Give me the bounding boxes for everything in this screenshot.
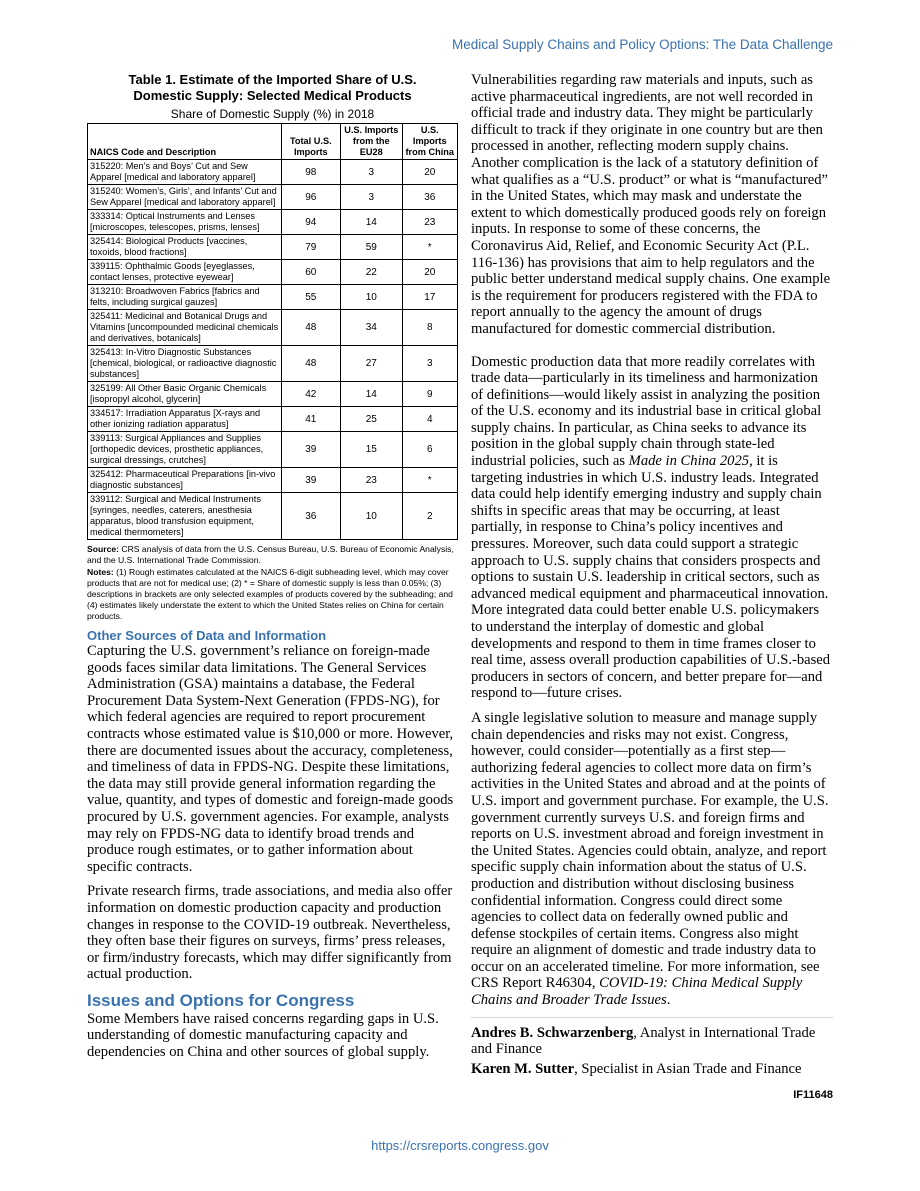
author2-name: Karen M. Sutter bbox=[471, 1060, 575, 1077]
paragraph-private-research: Private research firms, trade associations, and media also offer information on domestic production capacity and production changes in response to the COVID-19 outbreak. Nevertheless, they often base their figures on surveys, firms’ press releases, or firm/industry forecasts, which may differ significantly from actual production. bbox=[87, 883, 453, 983]
cell-eu28-imports: 22 bbox=[341, 260, 402, 285]
author1-name: Andres B. Schwarzenberg bbox=[471, 1024, 634, 1041]
table-title-line2: Domestic Supply: Selected Medical Products bbox=[133, 88, 412, 103]
cell-eu28-imports: 59 bbox=[341, 235, 402, 260]
column-header-eu28: U.S. Imports from the EU28 bbox=[341, 124, 402, 160]
cell-total-imports: 96 bbox=[281, 185, 340, 210]
cell-naics-description: 325414: Biological Products [vaccines, toxoids, blood fractions] bbox=[88, 235, 282, 260]
cell-eu28-imports: 25 bbox=[341, 407, 402, 432]
table-row bbox=[88, 260, 458, 285]
cell-eu28-imports: 15 bbox=[341, 432, 402, 468]
heading-other-sources: Other Sources of Data and Information bbox=[87, 628, 327, 643]
paragraph-legislative-solution bbox=[471, 710, 833, 1009]
author-schwarzenberg bbox=[471, 1025, 833, 1058]
cell-total-imports: 60 bbox=[281, 260, 340, 285]
paragraph-members-concerns: Some Members have raised concerns regarding gaps in U.S. understanding of domestic manufacturing capacity and dependencies on China and other sources of global supply. bbox=[87, 1010, 439, 1061]
cell-china-imports: 9 bbox=[402, 382, 457, 407]
cell-naics-description: 325411: Medicinal and Botanical Drugs and Vitamins [uncompounded medicinal chemicals and derivatives, botanicals] bbox=[88, 310, 282, 346]
cell-eu28-imports: 10 bbox=[341, 285, 402, 310]
table-row bbox=[88, 235, 458, 260]
cell-total-imports: 41 bbox=[281, 407, 340, 432]
cell-eu28-imports: 10 bbox=[341, 493, 402, 540]
column-header-china: U.S. Imports from China bbox=[402, 124, 457, 160]
table-row bbox=[88, 185, 458, 210]
cell-naics-description: 339115: Ophthalmic Goods [eyeglasses, contact lenses, protective eyewear] bbox=[88, 260, 282, 285]
table-row bbox=[88, 346, 458, 382]
paragraph-domestic-production-b: , it is targeting industries in which U.S. industry leads. Integrated data could help identify emerging industry and supply chain shifts in specific areas that may be occurring, at least partially, in response to China’s policy incentives and pressures. Moreover, such data could support a strategic approach to U.S. supply chains that considers prospects and options to sustain U.S. leadership in critical sectors, such as advanced medical equipment and pharmaceutical innovation. More integrated data could better enable U.S. policymakers to understand the interplay of domestic and global developments and respond to them in time frames closer to real time, assess overall production capabilities of U.S.-based producers in sectors of concern, and better prepare for—and respond to—future crises. bbox=[471, 453, 831, 702]
cell-china-imports: 3 bbox=[402, 346, 457, 382]
cell-china-imports: 6 bbox=[402, 432, 457, 468]
imports-share-table bbox=[87, 123, 458, 540]
table-notes bbox=[87, 544, 458, 622]
table-row bbox=[88, 432, 458, 468]
cell-total-imports: 36 bbox=[281, 493, 340, 540]
notes-label: Notes: bbox=[87, 567, 114, 577]
source-note bbox=[87, 544, 458, 566]
column-header-total: Total U.S. Imports bbox=[281, 124, 340, 160]
heading-issues-options: Issues and Options for Congress bbox=[87, 990, 355, 1010]
table-row bbox=[88, 285, 458, 310]
cell-eu28-imports: 27 bbox=[341, 346, 402, 382]
cell-naics-description: 313210: Broadwoven Fabrics [fabrics and felts, including surgical gauzes] bbox=[88, 285, 282, 310]
cell-china-imports: 17 bbox=[402, 285, 457, 310]
paragraph-vulnerabilities: Vulnerabilities regarding raw materials and inputs, such as active pharmaceutical ingredients, are not well recorded in official trade and industry data. They might be particularly difficult to track if they originate in one country but are then processed in another, reflecting modern supply chains. Another complication is the lack of a statutory definition of what qualifies as a “U.S. product” or what is “manufactured” in the United States, which may mask and understate the extent to which domestically produced goods rely on foreign inputs. In response to some of these concerns, the Coronavirus Aid, Relief, and Economic Security Act (P.L. 116-136) has provisions that aim to help regulators and the public better understand medical supply chains. One example is the requirement for producers registered with the FDA to report annually to the agency the amount of drugs manufactured for domestic commercial distribution. bbox=[471, 72, 831, 337]
author1-role: , Analyst in International Trade and Finance bbox=[471, 1024, 816, 1058]
crs-report-title: COVID-19: China Medical Supply Chains and Broader Trade Issues bbox=[471, 975, 803, 1009]
made-in-china-2025: Made in China 2025 bbox=[628, 453, 750, 470]
column-header-naics: NAICS Code and Description bbox=[88, 124, 282, 160]
source-label: Source: bbox=[87, 544, 119, 554]
left-column bbox=[87, 72, 458, 1061]
cell-total-imports: 98 bbox=[281, 160, 340, 185]
paragraph-domestic-production bbox=[471, 354, 833, 702]
paragraph-fpds: Capturing the U.S. government’s reliance on foreign-made goods faces similar data limitations. The General Services Administration (GSA) maintains a database, the Federal Procurement Data System-Next Generation (FPDS-NG), for which federal agencies are required to report procurement contracts whose estimated value is $10,000 or more. However, there are documented issues about the accuracy, completeness, and timeliness of data in FPDS-NG. Despite these limitations, the data may still provide general information regarding the value, quantity, and types of domestic and foreign-made goods procured by U.S. government agencies. For example, analysts may rely on FPDS-NG data to identify broad trends and produce rough estimates, or to gather information about specific contracts. bbox=[87, 643, 454, 875]
cell-total-imports: 79 bbox=[281, 235, 340, 260]
cell-total-imports: 55 bbox=[281, 285, 340, 310]
cell-eu28-imports: 14 bbox=[341, 210, 402, 235]
table-row bbox=[88, 210, 458, 235]
cell-china-imports: 20 bbox=[402, 260, 457, 285]
cell-naics-description: 333314: Optical Instruments and Lenses [microscopes, telescopes, prisms, lenses] bbox=[88, 210, 282, 235]
notes-text: (1) Rough estimates calculated at the NAICS 6-digit subheading level, which may cover products that are not for medical use; (2) * = Share of domestic supply is less than 0.05%; (3) descriptions in brackets are only selected examples of products covered by the subheading; and (4) estimates likely understate the extent to which the United States relies on China for certain products. bbox=[87, 567, 453, 621]
cell-naics-description: 325413: In-Vitro Diagnostic Substances [chemical, biological, or radioactive diagnostic substances] bbox=[88, 346, 282, 382]
cell-china-imports: 8 bbox=[402, 310, 457, 346]
right-column bbox=[471, 72, 833, 1101]
cell-total-imports: 42 bbox=[281, 382, 340, 407]
cell-china-imports: 36 bbox=[402, 185, 457, 210]
table-header-row bbox=[88, 124, 458, 160]
cell-total-imports: 39 bbox=[281, 468, 340, 493]
cell-naics-description: 334517: Irradiation Apparatus [X-rays and other ionizing radiation apparatus] bbox=[88, 407, 282, 432]
table-row bbox=[88, 407, 458, 432]
cell-naics-description: 315220: Men’s and Boys’ Cut and Sew Apparel [medical and laboratory apparel] bbox=[88, 160, 282, 185]
divider bbox=[471, 1017, 833, 1018]
table-row bbox=[88, 493, 458, 540]
table-row bbox=[88, 468, 458, 493]
cell-eu28-imports: 23 bbox=[341, 468, 402, 493]
author-sutter bbox=[471, 1061, 833, 1078]
cell-eu28-imports: 14 bbox=[341, 382, 402, 407]
cell-total-imports: 94 bbox=[281, 210, 340, 235]
cell-china-imports: 4 bbox=[402, 407, 457, 432]
running-header-title: Medical Supply Chains and Policy Options: The Data Challenge bbox=[452, 37, 833, 52]
cell-china-imports: * bbox=[402, 468, 457, 493]
table-subtitle: Share of Domestic Supply (%) in 2018 bbox=[170, 107, 375, 121]
cell-eu28-imports: 3 bbox=[341, 185, 402, 210]
cell-naics-description: 339113: Surgical Appliances and Supplies [orthopedic devices, prosthetic appliances, surgical dressings, crutches] bbox=[88, 432, 282, 468]
cell-china-imports: 23 bbox=[402, 210, 457, 235]
cell-eu28-imports: 34 bbox=[341, 310, 402, 346]
footer-url[interactable]: https://crsreports.congress.gov bbox=[371, 1138, 549, 1153]
cell-naics-description: 325199: All Other Basic Organic Chemicals [isopropyl alcohol, glycerin] bbox=[88, 382, 282, 407]
cell-china-imports: 2 bbox=[402, 493, 457, 540]
paragraph-legislative-solution-a: A single legislative solution to measure and manage supply chain dependencies and risks may not exist. Congress, however, could consider—potentially as a first step—authorizing federal agencies to collect more data on firm’s activities in the United States and abroad and at the points of U.S. import and government purchase. For example, the U.S. government currently surveys U.S. and foreign firms and reports on U.S. investment abroad and foreign investment in the United States. Agencies could obtain, analyze, and report specific supply chain information about the status of U.S. production and distribution without disclosing business confidential information. Congress could direct some agencies to collect data on federally owned public and defense stockpiles of certain items. Congress also might require an alignment of domestic and trade industry data to occur on an accelerated timeline. For more information, see CRS Report R46304, bbox=[471, 709, 829, 992]
table-row bbox=[88, 310, 458, 346]
notes-note bbox=[87, 567, 458, 622]
table-title-line1: Table 1. Estimate of the Imported Share of U.S. bbox=[128, 72, 417, 87]
source-text: CRS analysis of data from the U.S. Census Bureau, U.S. Bureau of Economic Analysis, and the U.S. International Trade Commission. bbox=[87, 544, 454, 565]
paragraph-domestic-production-a: Domestic production data that more readily correlates with trade data—particularly in its timeliness and harmonization of definitions—would likely assist in analyzing the position of the U.S. economy and its industrial base in critical global supply chains. In particular, as China seeks to advance its position in the global supply chain through state-led industrial policies, such as bbox=[471, 353, 822, 470]
paragraph-legislative-solution-b: . bbox=[666, 992, 671, 1009]
cell-naics-description: 339112: Surgical and Medical Instruments [syringes, needles, caterers, anesthesia apparatus, blood transfusion equipment, medical thermometers] bbox=[88, 493, 282, 540]
cell-naics-description: 315240: Women’s, Girls’, and Infants’ Cut and Sew Apparel [medical and laboratory apparel] bbox=[88, 185, 282, 210]
document-id: IF11648 bbox=[793, 1089, 833, 1102]
table-title bbox=[87, 72, 458, 104]
cell-naics-description: 325412: Pharmaceutical Preparations [in-vivo diagnostic substances] bbox=[88, 468, 282, 493]
cell-total-imports: 48 bbox=[281, 346, 340, 382]
table-body bbox=[88, 160, 458, 540]
cell-eu28-imports: 3 bbox=[341, 160, 402, 185]
cell-total-imports: 39 bbox=[281, 432, 340, 468]
cell-total-imports: 48 bbox=[281, 310, 340, 346]
cell-china-imports: * bbox=[402, 235, 457, 260]
table-row bbox=[88, 160, 458, 185]
cell-china-imports: 20 bbox=[402, 160, 457, 185]
table-row bbox=[88, 382, 458, 407]
author2-role: , Specialist in Asian Trade and Finance bbox=[574, 1060, 802, 1077]
